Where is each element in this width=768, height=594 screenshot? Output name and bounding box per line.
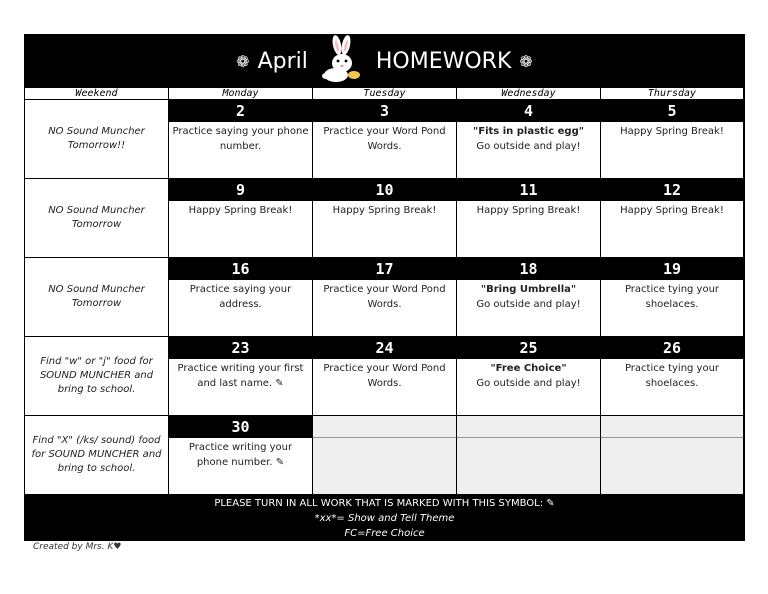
footer-free-choice-note: FC=Free Choice: [344, 528, 425, 539]
credit-line: Created by Mrs. K♥: [33, 542, 122, 552]
day-cell: [169, 100, 313, 179]
day-note: [460, 124, 597, 154]
assignment-text: Practice your Word Pond Words.: [323, 284, 446, 310]
assignment-text: Happy Spring Break!: [620, 205, 724, 216]
footer-theme-note: *xx*= Show and Tell Theme: [314, 513, 455, 524]
show-and-tell-theme: "Fits in plastic egg": [473, 126, 584, 137]
day-cell: [601, 179, 744, 258]
assignment-text: Go outside and play!: [476, 378, 581, 389]
day-number: 19: [601, 258, 743, 280]
day-cell: [601, 416, 744, 495]
weekend-note-text: NO Sound Muncher Tomorrow: [48, 284, 145, 309]
day-note: [316, 361, 453, 391]
day-cell: [169, 337, 313, 416]
day-cell: [457, 100, 601, 179]
day-cell: [169, 416, 313, 495]
title-month: April: [257, 49, 308, 74]
day-note: [172, 440, 309, 470]
assignment-text: Practice writing your phone number. ✎: [188, 442, 293, 468]
day-number: 5: [601, 100, 743, 122]
day-note: [316, 124, 453, 154]
day-number: 9: [169, 179, 312, 201]
assignment-text: Happy Spring Break!: [332, 205, 437, 216]
weekend-note-text: Find "X" (/ks/ sound) food for SOUND MUNCHER and bring to school.: [31, 435, 162, 474]
assignment-text: Practice tying your shoelaces.: [624, 363, 720, 389]
assignment-text: Happy Spring Break!: [620, 126, 724, 137]
day-number: 26: [601, 337, 743, 359]
day-cell: [601, 337, 744, 416]
homework-calendar: [24, 34, 745, 541]
header-weekend: Weekend: [25, 88, 169, 100]
day-cell: [457, 337, 601, 416]
show-and-tell-theme: "Bring Umbrella": [480, 284, 577, 295]
day-cell: [313, 179, 457, 258]
assignment-text: Go outside and play!: [476, 299, 581, 310]
weekend-note: [25, 100, 169, 179]
empty-date-band: [457, 416, 600, 438]
weekend-note: [25, 416, 169, 495]
day-cell: [457, 258, 601, 337]
day-note: [604, 203, 740, 218]
day-number: 4: [457, 100, 600, 122]
weekend-note-text: Find "w" or "j" food for SOUND MUNCHER and bring to school.: [39, 356, 154, 395]
assignment-text: Practice writing your first and last name. ✎: [177, 363, 304, 389]
day-note: [172, 203, 309, 218]
day-note: [604, 361, 740, 391]
day-number: 11: [457, 179, 600, 201]
day-number: 30: [169, 416, 312, 438]
day-note: [460, 282, 597, 312]
assignment-text: Practice saying your phone number.: [172, 126, 309, 152]
title-homework: HOMEWORK: [375, 49, 512, 74]
header-thursday: Thursday: [601, 88, 744, 100]
day-cell: [457, 416, 601, 495]
day-number: 10: [313, 179, 456, 201]
day-number: 3: [313, 100, 456, 122]
show-and-tell-theme: "Free Choice": [490, 363, 567, 374]
day-note: [172, 361, 309, 391]
weekend-note: [25, 179, 169, 258]
day-note: [604, 124, 740, 139]
weekend-note: [25, 337, 169, 416]
empty-date-band: [313, 416, 456, 438]
weekend-note-text: NO Sound Muncher Tomorrow: [48, 205, 145, 230]
day-number: 18: [457, 258, 600, 280]
header-wednesday: Wednesday: [457, 88, 601, 100]
assignment-text: Practice your Word Pond Words.: [323, 363, 446, 389]
assignment-text: Practice tying your shoelaces.: [624, 284, 720, 310]
bunny-icon: [318, 35, 366, 83]
rosette-icon: ❁: [236, 52, 250, 71]
assignment-text: Practice your Word Pond Words.: [323, 126, 446, 152]
day-number: 17: [313, 258, 456, 280]
assignment-text: Practice saying your address.: [189, 284, 292, 310]
rosette-icon: ❁: [519, 52, 533, 71]
footer-symbol-note: PLEASE TURN IN ALL WORK THAT IS MARKED WITH THIS SYMBOL: ✎: [214, 498, 555, 509]
day-cell: [601, 100, 744, 179]
day-cell: [313, 258, 457, 337]
day-number: 16: [169, 258, 312, 280]
day-cell: [169, 258, 313, 337]
day-cell: [457, 179, 601, 258]
calendar-title: [25, 35, 744, 88]
day-number: 25: [457, 337, 600, 359]
day-number: 23: [169, 337, 312, 359]
assignment-text: Happy Spring Break!: [476, 205, 581, 216]
day-note: [172, 282, 309, 312]
day-note: [316, 282, 453, 312]
day-note: [460, 361, 597, 391]
day-note: [460, 203, 597, 218]
day-note: [172, 124, 309, 154]
day-cell: [169, 179, 313, 258]
day-cell: [313, 100, 457, 179]
assignment-text: Happy Spring Break!: [188, 205, 293, 216]
day-cell: [601, 258, 744, 337]
weekend-note: [25, 258, 169, 337]
day-note: [604, 282, 740, 312]
day-cell: [313, 337, 457, 416]
day-number: 2: [169, 100, 312, 122]
calendar-footer: [25, 495, 744, 540]
day-cell: [313, 416, 457, 495]
header-monday: Monday: [169, 88, 313, 100]
day-number: 12: [601, 179, 743, 201]
header-tuesday: Tuesday: [313, 88, 457, 100]
assignment-text: Go outside and play!: [476, 141, 581, 152]
day-note: [316, 203, 453, 218]
weekend-note-text: NO Sound Muncher Tomorrow!!: [48, 126, 145, 151]
empty-date-band: [601, 416, 743, 438]
day-number: 24: [313, 337, 456, 359]
